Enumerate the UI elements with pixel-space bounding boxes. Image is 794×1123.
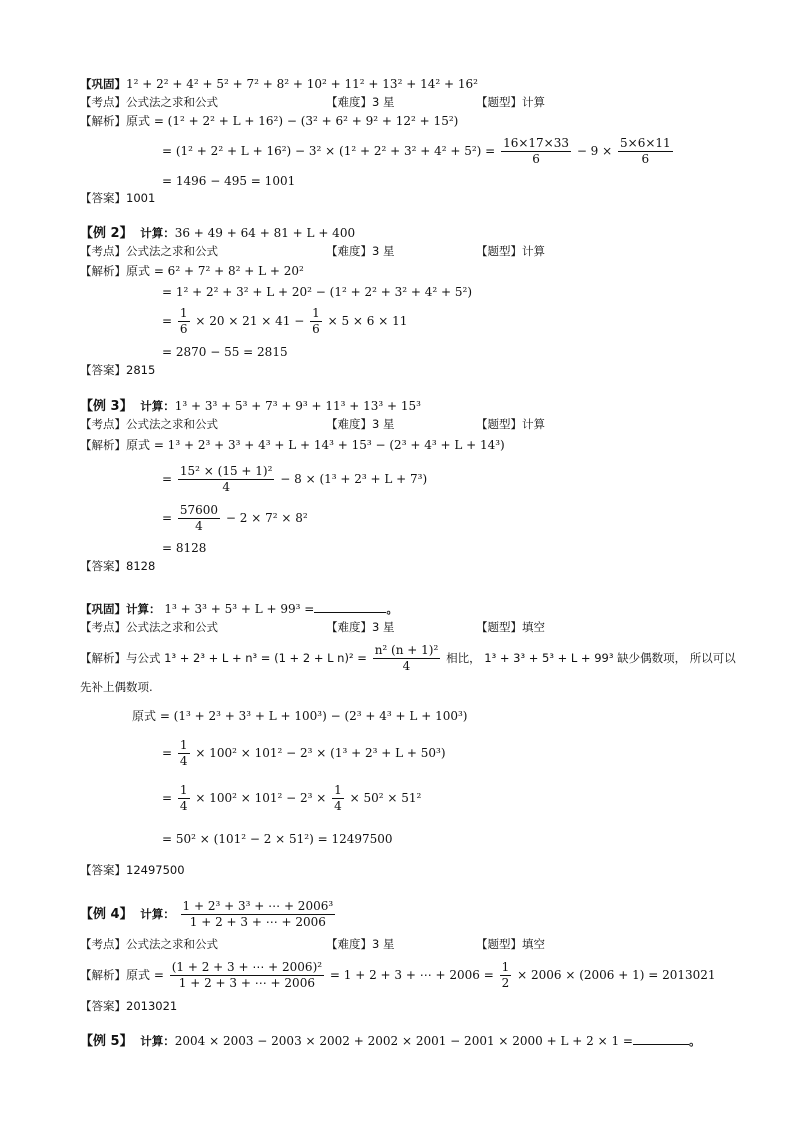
sec5-problem-line [80,898,337,931]
sec2-kaodian: 【考点】公式法之求和公式 [80,244,218,258]
sec2-jiexi-line1 [80,263,304,279]
sec4-l2: 原式 = (1³ + 2³ + 3³ + L + 100³) − (2³ + 4³ + L + 100³) [132,709,468,723]
sec6-problem: 2004 × 2003 − 2003 × 2002 + 2002 × 2001 − 2001 × 2000 + L + 2 × 1 = [174,1034,633,1048]
sec3-problem-line [80,398,421,415]
sec3-line2 [162,464,427,495]
sec5-frac2: $\frac{1}{2}$ [501,960,510,990]
sec4-answer: 【答案】12497500 [80,863,185,877]
sec2-l3-mid: × 20 × 21 × 41 − [195,314,305,328]
sec4-line3 [162,738,446,769]
sec4-l4-mid: × 100² × 101² − 2³ × [195,791,327,805]
sec5-problem-frac: $\frac{\text{1 + 2³ + 3³ + ⋯ + 2006³}}{1 + 2 + 3 + \cdots + 2006}$ [182,899,334,929]
sec4-l3-eq: = [162,746,173,760]
sec2-l2: = 1² + 2² + 3² + L + 20² − (1² + 2² + 3² + 4² + 5²) [162,285,472,299]
sec4-line4 [162,783,421,814]
sec5-tixing: 【题型】填空 [476,937,545,951]
sec6-answer-blank[interactable] [633,1032,689,1045]
sec1-nandu: 【难度】3 星 [326,95,395,109]
sec1-jiexi-l1: 原式 = (1² + 2² + L + 16²) − (3² + 6² + 9² + 12² + 15²) [126,114,459,128]
sec2-answer: 【答案】2815 [80,363,156,377]
sec6-ex-label: 【例 5】 [80,1034,133,1049]
sec3-line3 [162,503,308,534]
sec1-jiexi-line1 [80,113,458,129]
sec5-jisuan: 计算： [140,907,175,921]
sec5-answer: 【答案】2013021 [80,999,178,1013]
sec5-frac1: $\frac{\text{(1 + 2 + 3 + ⋯ + 2006)²}}{1 + 2 + 3 + \cdots + 2006}$ [171,960,323,990]
sec1-jiexi-label: 【解析】 [80,114,126,128]
sec2-tixing: 【题型】计算 [476,244,545,258]
sec2-nandu: 【难度】3 星 [326,244,395,258]
sec4-l3-end: × 100² × 101² − 2³ × (1³ + 2³ + L + 50³) [195,746,446,760]
sec5-jiexi-label: 【解析】 [80,968,126,982]
sec3-l4: = 8128 [162,541,207,555]
sec4-tixing: 【题型】填空 [476,620,545,634]
sec6-jisuan: 计算： [140,1034,175,1048]
sec3-nandu: 【难度】3 星 [326,417,395,431]
sec4-kaodian: 【考点】公式法之求和公式 [80,620,218,634]
sec3-l2-end: − 8 × (1³ + 2³ + L + 7³) [280,472,428,486]
sec2-ex-label: 【例 2】 [80,226,133,241]
sec1-tixing: 【题型】计算 [476,95,545,109]
sec3-l3-end: − 2 × 7² × 8² [225,511,308,525]
sec4-l5: = 50² × (101² − 2 × 51²) = 12497500 [162,832,393,846]
sec5-l1a: 原式 = [126,968,164,982]
sec2-problem: 36 + 49 + 64 + 81 + L + 400 [174,226,356,240]
sec4-frac3: $\frac{1}{4}$ [334,783,342,813]
sec3-jiexi-line1 [80,437,505,453]
sec3-l2-eq: = [162,472,173,486]
sec3-jisuan: 计算： [140,399,175,413]
sec1-frac2: $\frac{5\times 6\times 11}{6}$ [620,136,671,166]
sec4-frac2: $\frac{1}{4}$ [179,783,188,813]
sec4-jiexi-line1 [80,643,736,674]
sec3-l1: 原式 = 1³ + 2³ + 3³ + 4³ + L + 14³ + 15³ − (2³ + 4³ + L + 14³) [126,438,505,452]
sec4-frac0: $\frac{\text{n² (n + 1)²}}{4}$ [374,643,439,673]
sec1-jiexi-l3: = 1496 − 495 = 1001 [162,174,296,188]
sec4-problem: 1³ + 3³ + 5³ + L + 99³ = [164,602,315,616]
sec6-end: 。 [688,1034,701,1048]
sec5-nandu: 【难度】3 星 [326,937,395,951]
sec5-l1b: = 1 + 2 + 3 + ⋯ + 2006 = [329,968,494,982]
sec1-jiexi-line2 [162,136,675,167]
sec2-l3-eq: = [162,314,173,328]
sec1-answer: 【答案】1001 [80,191,156,205]
sec2-jisuan: 计算： [140,226,175,240]
sec1-problem-line [80,76,478,92]
sec4-nandu: 【难度】3 星 [326,620,395,634]
sec4-jiexi-label: 【解析】 [80,651,126,665]
sec3-l3-eq: = [162,511,173,525]
sec3-jiexi-label: 【解析】 [80,438,126,452]
sec3-problem: 1³ + 3³ + 5³ + 7³ + 9³ + 11³ + 13³ + 15³ [174,399,421,413]
sec4-tag: 【巩固】计算： [80,602,161,616]
sec5-jiexi-line1 [80,959,716,991]
sec4-problem-line [80,600,398,617]
sec4-frac1: $\frac{1}{4}$ [179,738,188,768]
sec3-frac1: $\frac{\text{15² × (15 + 1)²}}{4}$ [179,464,273,494]
sec1-l2a: = (1² + 2² + L + 16²) − 3² × (1² + 2² + 3² + 4² + 5²) = [162,144,496,158]
sec5-l1c: × 2006 × (2006 + 1) = 2013021 [517,968,716,982]
sec2-l3-end: × 5 × 6 × 11 [327,314,408,328]
sec1-tag: 【巩固】 [80,77,126,91]
sec2-frac1: $\frac{1}{6}$ [179,306,188,336]
sec1-kaodian: 【考点】公式法之求和公式 [80,95,218,109]
sec3-kaodian: 【考点】公式法之求和公式 [80,417,218,431]
sec2-jiexi-label: 【解析】 [80,264,126,278]
sec3-tixing: 【题型】计算 [476,417,545,431]
sec3-answer: 【答案】8128 [80,559,156,573]
sec1-l2mid: − 9 × [576,144,613,158]
sec4-l1b: 相比， 1³ + 3³ + 5³ + L + 99³ 缺少偶数项， 所以可以 [446,651,736,665]
sec6-problem-line [80,1032,700,1050]
sec2-l1: 原式 = 6² + 7² + 8² + L + 20² [126,264,304,278]
sec2-problem-line [80,225,355,242]
sec3-ex-label: 【例 3】 [80,399,133,414]
sec4-answer-blank[interactable] [314,600,386,613]
sec1-frac1: $\frac{16\times 17\times 33}{6}$ [503,136,569,166]
sec2-line3 [162,306,407,337]
sec4-l1a: 与公式 1³ + 2³ + L + n³ = (1 + 2 + L n)² = [126,651,367,665]
sec5-kaodian: 【考点】公式法之求和公式 [80,937,218,951]
sec4-l1c: 先补上偶数项. [80,680,153,694]
sec1-problem: 1² + 2² + 4² + 5² + 7² + 8² + 10² + 11² + 13² + 14² + 16² [126,77,478,91]
sec4-end: 。 [386,602,398,616]
sec3-frac2: $\frac{57600}{4}$ [179,503,219,533]
sec4-l4-eq: = [162,791,173,805]
sec4-l4-end: × 50² × 51² [349,791,422,805]
sec5-ex-label: 【例 4】 [80,907,133,922]
sec2-frac2: $\frac{1}{6}$ [312,306,320,336]
sec2-l4: = 2870 − 55 = 2815 [162,345,288,359]
